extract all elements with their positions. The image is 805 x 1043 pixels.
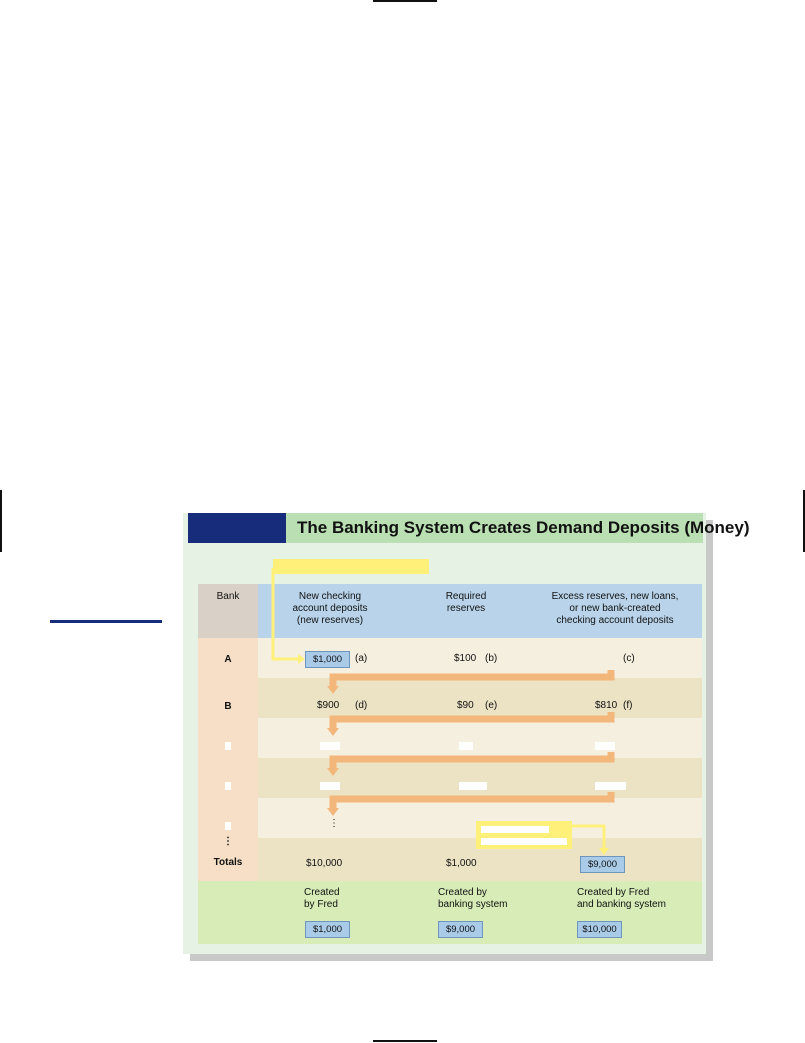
row-c-deposit-blank bbox=[320, 742, 340, 750]
orange-flow-2 bbox=[327, 712, 611, 736]
row-b-required: $90 bbox=[457, 700, 474, 711]
orange-flow-4 bbox=[327, 792, 611, 816]
row-a-deposit-tag: (a) bbox=[355, 653, 368, 664]
summary-fred-value: $1,000 bbox=[305, 921, 350, 938]
row-d-deposit-blank bbox=[320, 782, 340, 790]
bank-label-d-blank bbox=[225, 782, 231, 790]
header-excess: Excess reserves, new loans, or new bank-created checking account deposits bbox=[551, 591, 679, 626]
row-a-required: $100 bbox=[454, 653, 477, 664]
yellow-entry-arrowhead bbox=[298, 654, 305, 664]
bank-label-a: A bbox=[224, 654, 232, 665]
bank-label-totals: Totals bbox=[213, 857, 243, 868]
orange-flow-1 bbox=[327, 670, 611, 694]
row-b-deposit-tag: (d) bbox=[355, 700, 368, 711]
summary-both-label: Created by Fred and banking system bbox=[577, 887, 666, 910]
row-a-required-tag: (b) bbox=[485, 653, 498, 664]
header-required: Required reserves bbox=[445, 591, 487, 614]
row-c-excess-blank bbox=[595, 742, 615, 750]
header-new-deposits: New checking account deposits (new reserves) bbox=[292, 591, 368, 626]
row-c-required-blank bbox=[459, 742, 473, 750]
row-a-excess-tag: (c) bbox=[623, 653, 635, 664]
yellow-callout-arrow bbox=[572, 826, 604, 850]
bank-label-c-blank bbox=[225, 742, 231, 750]
totals-deposits: $10,000 bbox=[306, 858, 343, 869]
summary-fred-label: Created by Fred bbox=[304, 887, 340, 910]
bank-ellipsis: ⋮ bbox=[223, 836, 233, 847]
orange-flow-3 bbox=[327, 752, 611, 776]
summary-both-value: $10,000 bbox=[577, 921, 622, 938]
row-a-deposit-box: $1,000 bbox=[305, 651, 350, 668]
figure-title: The Banking System Creates Demand Deposits (Money) bbox=[297, 518, 750, 537]
row-b-required-tag: (e) bbox=[485, 700, 498, 711]
summary-system-value: $9,000 bbox=[438, 921, 483, 938]
deposit-ellipsis: ⋮ bbox=[329, 818, 339, 829]
row-b-excess: $810 bbox=[595, 700, 618, 711]
row-d-excess-blank bbox=[595, 782, 626, 790]
totals-excess-box: $9,000 bbox=[580, 856, 625, 873]
header-bank: Bank bbox=[216, 591, 240, 602]
totals-required: $1,000 bbox=[446, 858, 477, 869]
bank-label-e-blank bbox=[225, 822, 231, 830]
row-b-deposit: $900 bbox=[317, 700, 340, 711]
row-b-excess-tag: (f) bbox=[623, 700, 633, 711]
bank-label-b: B bbox=[224, 701, 232, 712]
yellow-entry-arrow bbox=[273, 568, 298, 659]
summary-system-label: Created by banking system bbox=[438, 887, 508, 910]
row-d-required-blank bbox=[459, 782, 487, 790]
